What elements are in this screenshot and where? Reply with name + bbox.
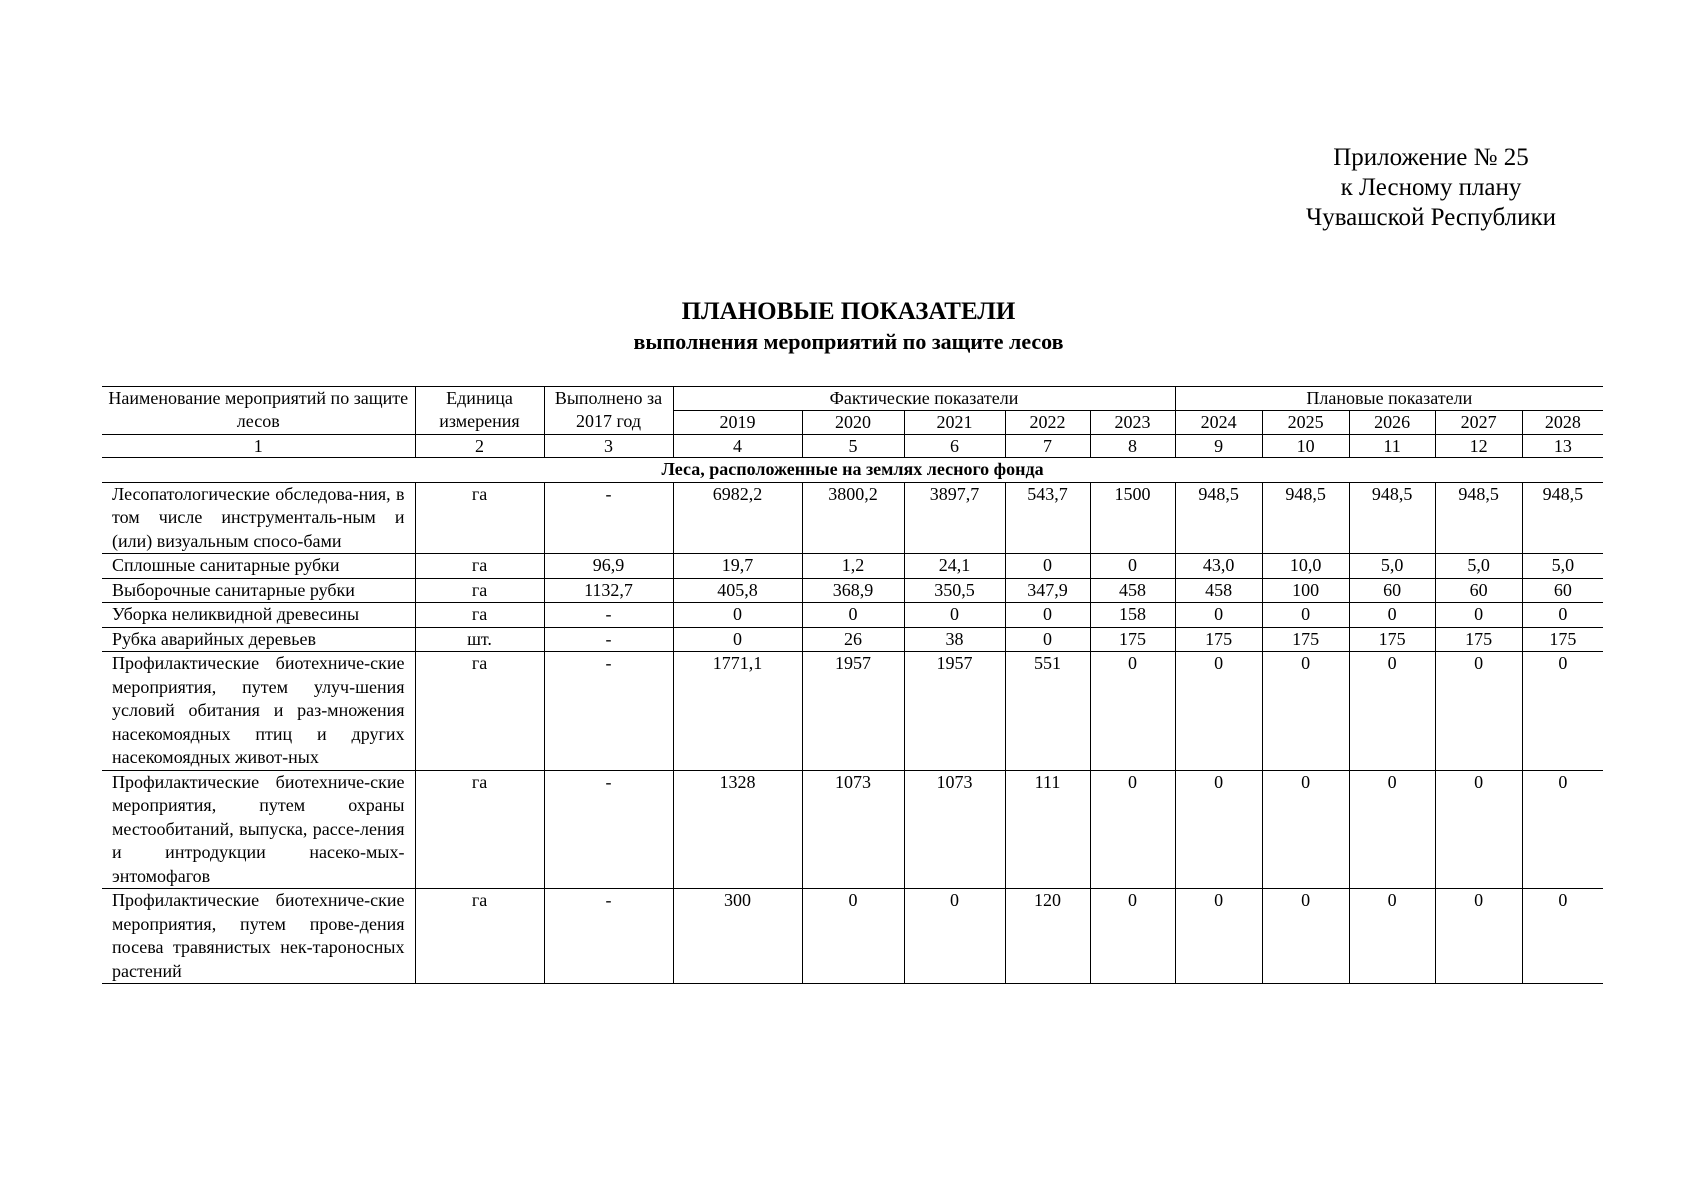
- activity-unit: га: [415, 603, 544, 628]
- value-cell: 350,5: [904, 578, 1005, 603]
- column-number: 6: [904, 435, 1005, 458]
- header-year: 2019: [673, 411, 802, 435]
- value-cell: 0: [1175, 603, 1262, 628]
- activity-name: Сплошные санитарные рубки: [102, 554, 415, 579]
- table-row: [102, 482, 1603, 554]
- activity-unit: га: [415, 578, 544, 603]
- activity-name: Лесопатологические обследова-ния, в том числе инструменталь-ным и (или) визуальным спосо-бами: [102, 482, 415, 554]
- header-row-groups: [102, 387, 1603, 411]
- appendix-republic: Чувашской Республики: [1305, 204, 1557, 231]
- value-cell: 1073: [904, 770, 1005, 889]
- header-year: 2023: [1090, 411, 1175, 435]
- value-cell: 368,9: [802, 578, 904, 603]
- activity-unit: га: [415, 554, 544, 579]
- column-number: 2: [415, 435, 544, 458]
- value-cell: 43,0: [1175, 554, 1262, 579]
- header-actual-group: Фактические показатели: [673, 387, 1175, 411]
- value-cell: 0: [1435, 603, 1522, 628]
- column-number: 1: [102, 435, 415, 458]
- value-cell: 0: [1349, 603, 1435, 628]
- value-cell: 26: [802, 627, 904, 652]
- value-cell: 1328: [673, 770, 802, 889]
- value-cell: 0: [1435, 652, 1522, 771]
- value-cell: 175: [1262, 627, 1349, 652]
- value-cell: 0: [904, 603, 1005, 628]
- appendix-number: Приложение № 25: [1333, 144, 1529, 171]
- activity-done-2017: -: [544, 482, 673, 554]
- document-heading: [0, 296, 1697, 357]
- value-cell: 0: [1005, 603, 1090, 628]
- activity-done-2017: 96,9: [544, 554, 673, 579]
- value-cell: 111: [1005, 770, 1090, 889]
- value-cell: 60: [1349, 578, 1435, 603]
- value-cell: 120: [1005, 889, 1090, 984]
- column-number: 10: [1262, 435, 1349, 458]
- value-cell: 0: [1522, 770, 1603, 889]
- value-cell: 175: [1175, 627, 1262, 652]
- value-cell: 948,5: [1435, 482, 1522, 554]
- header-name: Наименование мероприятий по защите лесов: [102, 387, 415, 435]
- document-subtitle: выполнения мероприятий по защите лесов: [633, 329, 1064, 354]
- column-number: 11: [1349, 435, 1435, 458]
- value-cell: 175: [1435, 627, 1522, 652]
- value-cell: 3800,2: [802, 482, 904, 554]
- value-cell: 1771,1: [673, 652, 802, 771]
- value-cell: 0: [1349, 770, 1435, 889]
- value-cell: 0: [1090, 770, 1175, 889]
- value-cell: 0: [1175, 770, 1262, 889]
- header-year: 2024: [1175, 411, 1262, 435]
- activity-name: Профилактические биотехниче-ские мероприятия, путем прове-дения посева травянистых нек-тароносных растений: [102, 889, 415, 984]
- value-cell: 0: [1005, 554, 1090, 579]
- value-cell: 5,0: [1522, 554, 1603, 579]
- column-numbers-row: [102, 435, 1603, 458]
- value-cell: 19,7: [673, 554, 802, 579]
- table-row: [102, 652, 1603, 771]
- value-cell: 60: [1522, 578, 1603, 603]
- activity-done-2017: -: [544, 603, 673, 628]
- header-unit: Единица измерения: [415, 387, 544, 435]
- value-cell: 300: [673, 889, 802, 984]
- value-cell: 948,5: [1262, 482, 1349, 554]
- value-cell: 175: [1522, 627, 1603, 652]
- table-row: [102, 627, 1603, 652]
- value-cell: 551: [1005, 652, 1090, 771]
- column-number: 13: [1522, 435, 1603, 458]
- table-row: [102, 770, 1603, 889]
- value-cell: 0: [1005, 627, 1090, 652]
- value-cell: 38: [904, 627, 1005, 652]
- activity-done-2017: -: [544, 652, 673, 771]
- value-cell: 0: [1262, 603, 1349, 628]
- header-year: 2027: [1435, 411, 1522, 435]
- appendix-plan-ref: к Лесному плану: [1340, 174, 1522, 201]
- header-year: 2022: [1005, 411, 1090, 435]
- value-cell: 1,2: [802, 554, 904, 579]
- value-cell: 158: [1090, 603, 1175, 628]
- appendix-note: [1271, 143, 1591, 233]
- activity-done-2017: -: [544, 627, 673, 652]
- value-cell: 10,0: [1262, 554, 1349, 579]
- activity-unit: га: [415, 482, 544, 554]
- header-done-2017: Выполнено за 2017 год: [544, 387, 673, 435]
- activity-name: Профилактические биотехниче-ские мероприятия, путем охраны местообитаний, выпуска, рассе-ления и интродукции насеко-мых-энтомофагов: [102, 770, 415, 889]
- value-cell: 458: [1175, 578, 1262, 603]
- value-cell: 1957: [802, 652, 904, 771]
- column-number: 8: [1090, 435, 1175, 458]
- value-cell: 0: [1090, 554, 1175, 579]
- value-cell: 948,5: [1522, 482, 1603, 554]
- document-title: ПЛАНОВЫЕ ПОКАЗАТЕЛИ: [681, 298, 1016, 325]
- column-number: 12: [1435, 435, 1522, 458]
- value-cell: 6982,2: [673, 482, 802, 554]
- activity-name: Профилактические биотехниче-ские мероприятия, путем улуч-шения условий обитания и раз-множения насекомоядных птиц и других насекомоядных живот-ных: [102, 652, 415, 771]
- value-cell: 1073: [802, 770, 904, 889]
- value-cell: 0: [802, 889, 904, 984]
- section-row: [102, 458, 1603, 483]
- value-cell: 3897,7: [904, 482, 1005, 554]
- value-cell: 0: [1262, 770, 1349, 889]
- value-cell: 0: [1175, 889, 1262, 984]
- value-cell: 0: [1090, 652, 1175, 771]
- activity-done-2017: -: [544, 770, 673, 889]
- value-cell: 0: [802, 603, 904, 628]
- table-row: [102, 603, 1603, 628]
- value-cell: 0: [904, 889, 1005, 984]
- value-cell: 543,7: [1005, 482, 1090, 554]
- activity-name: Уборка неликвидной древесины: [102, 603, 415, 628]
- value-cell: 5,0: [1435, 554, 1522, 579]
- activity-unit: га: [415, 889, 544, 984]
- section-title: Леса, расположенные на землях лесного фонда: [102, 458, 1603, 483]
- header-plan-group: Плановые показатели: [1175, 387, 1603, 411]
- table-row: [102, 554, 1603, 579]
- value-cell: 458: [1090, 578, 1175, 603]
- value-cell: 0: [1435, 770, 1522, 889]
- header-year: 2026: [1349, 411, 1435, 435]
- table-row: [102, 889, 1603, 984]
- value-cell: 0: [673, 603, 802, 628]
- value-cell: 0: [1435, 889, 1522, 984]
- value-cell: 0: [1262, 652, 1349, 771]
- value-cell: 0: [673, 627, 802, 652]
- header-year: 2028: [1522, 411, 1603, 435]
- value-cell: 60: [1435, 578, 1522, 603]
- value-cell: 0: [1262, 889, 1349, 984]
- column-number: 7: [1005, 435, 1090, 458]
- value-cell: 100: [1262, 578, 1349, 603]
- value-cell: 0: [1349, 652, 1435, 771]
- activity-unit: га: [415, 770, 544, 889]
- header-year: 2021: [904, 411, 1005, 435]
- value-cell: 0: [1090, 889, 1175, 984]
- value-cell: 0: [1349, 889, 1435, 984]
- activity-unit: га: [415, 652, 544, 771]
- forest-protection-table: [102, 386, 1603, 984]
- column-number: 3: [544, 435, 673, 458]
- value-cell: 0: [1522, 603, 1603, 628]
- value-cell: 1957: [904, 652, 1005, 771]
- value-cell: 1500: [1090, 482, 1175, 554]
- value-cell: 175: [1090, 627, 1175, 652]
- activity-unit: шт.: [415, 627, 544, 652]
- value-cell: 347,9: [1005, 578, 1090, 603]
- value-cell: 0: [1175, 652, 1262, 771]
- value-cell: 5,0: [1349, 554, 1435, 579]
- value-cell: 405,8: [673, 578, 802, 603]
- activity-done-2017: 1132,7: [544, 578, 673, 603]
- activity-done-2017: -: [544, 889, 673, 984]
- value-cell: 0: [1522, 889, 1603, 984]
- header-year: 2020: [802, 411, 904, 435]
- activity-name: Выборочные санитарные рубки: [102, 578, 415, 603]
- column-number: 4: [673, 435, 802, 458]
- column-number: 9: [1175, 435, 1262, 458]
- value-cell: 948,5: [1175, 482, 1262, 554]
- activity-name: Рубка аварийных деревьев: [102, 627, 415, 652]
- table-row: [102, 578, 1603, 603]
- column-number: 5: [802, 435, 904, 458]
- value-cell: 24,1: [904, 554, 1005, 579]
- value-cell: 175: [1349, 627, 1435, 652]
- header-year: 2025: [1262, 411, 1349, 435]
- value-cell: 0: [1522, 652, 1603, 771]
- value-cell: 948,5: [1349, 482, 1435, 554]
